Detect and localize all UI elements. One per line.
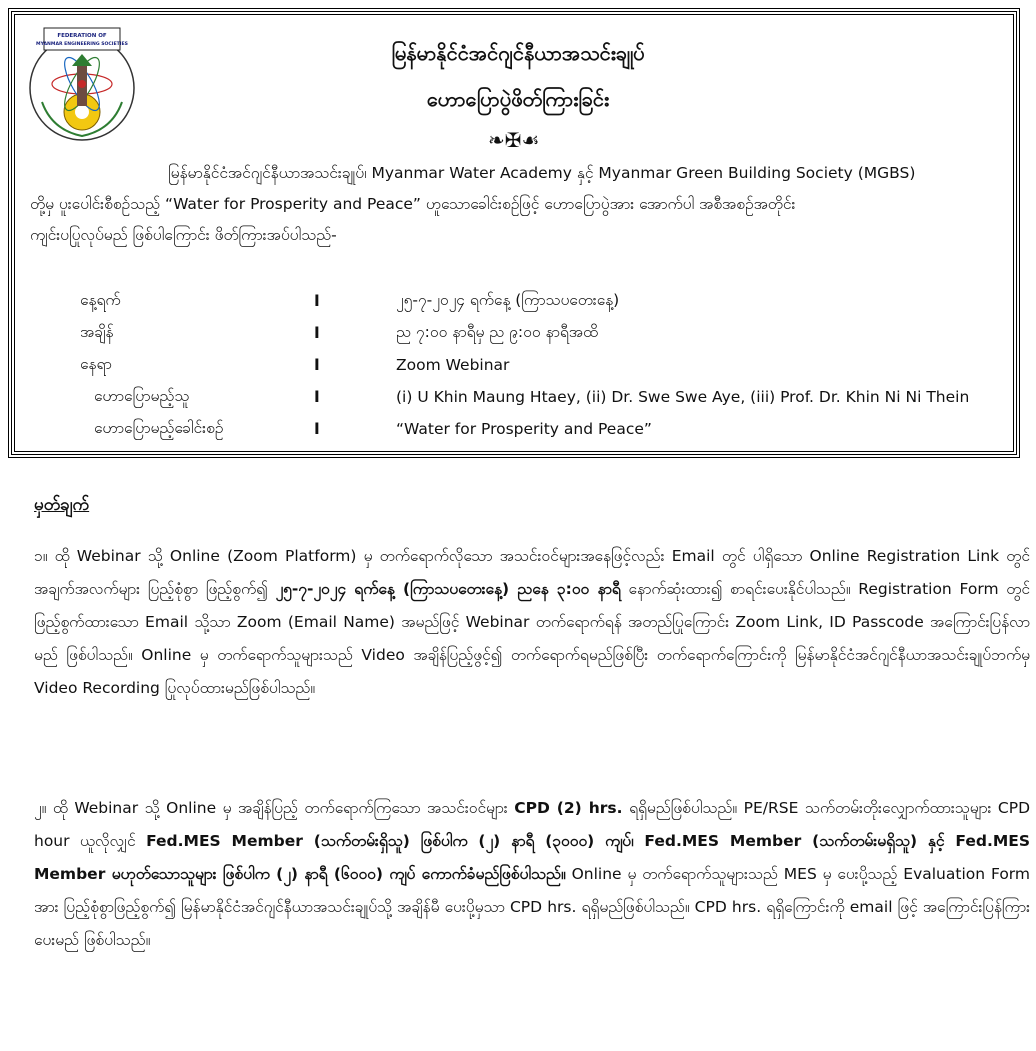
detail-row-speakers (80, 381, 969, 413)
colon-icon: ⵏ (314, 324, 320, 342)
note-2-fees: Fed.MES Member (သက်တမ်းရှိသူ) ဖြစ်ပါက (၂) နာရီ (၃၀၀၀) ကျပ်၊ Fed.MES Member (သက်တမ်းမရှိသူ) နှင့် Fed.MES Member မဟုတ်သောသူများ ဖြစ်ပါက (၂) နာရီ (၆၀၀၀) ကျပ် ကောက်ခံမည်ဖြစ်ပါသည်။ (34, 832, 1031, 883)
intro-line-2: တို့မှ ပူးပေါင်းစီစဉ်သည့် “Water for Prosperity and Peace” ဟူသောခေါင်းစဉ်ဖြင့် ဟောပြောပွဲအား အောက်ပါ အစီအစဉ်အတိုင်း (30, 195, 796, 213)
detail-label: နေရာ (80, 354, 112, 373)
detail-row-topic (80, 413, 969, 445)
ornament-icon: ❧✠☙ (488, 128, 540, 152)
page-subtitle: ဟောပြောပွဲဖိတ်ကြားခြင်း (426, 87, 610, 111)
page-title: မြန်မာနိုင်ငံအင်ဂျင်နီယာအသင်းချုပ် (391, 41, 645, 65)
logo-text-line1: FEDERATION OF (57, 33, 107, 39)
note-1-text-a: ၁။ ထို Webinar သို့ Online (Zoom Platform) မှ တက်ရောက်လိုသော အသင်းဝင်များအနေဖြင့်လည်း Email တွင် ပါရှိသော Online Registration Link တွင် အချက်အလက်များ ပြည့်စုံစွာ ဖြည့်စွက်၍ (34, 547, 1030, 598)
intro-line-3: ကျင်းပပြုလုပ်မည် ဖြစ်ပါကြောင်း ဖိတ်ကြားအပ်ပါသည်- (30, 226, 337, 244)
note-2-cpd-hours: CPD (2) hrs. (514, 799, 623, 817)
detail-value: Zoom Webinar (396, 356, 510, 374)
note-2-text-c: ရရှိမည်ဖြစ်ပါသည်။ PE/RSE သက်တမ်းတိုးလျှောက်ထားသူများ CPD hour ယူလိုလျှင် (34, 799, 1031, 850)
note-1 (34, 540, 1030, 705)
detail-label: ဟောပြောမည့်ခေါင်းစဉ် (94, 418, 224, 437)
notes-title: မှတ်ချက် (34, 495, 90, 515)
note-1-text-c: နောက်ဆုံးထား၍ စာရင်းပေးနိုင်ပါသည်။ Registration Form တွင် ဖြည့်စွက်ထားသော Email သို့သာ Zoom (Email Name) အမည်ဖြင့် Webinar တက်ရောက်ရန် အတည်ပြုကြောင်း Zoom Link, ID Passcode အကြောင်းပြန်လာမည် ဖြစ်ပါသည်။ Online မှ တက်ရောက်သူများသည် Video အချိန်ပြည့်ဖွင့်၍ တက်ရောက်ရမည်ဖြစ်ပြီး တက်ရောက်ကြောင်းကို မြန်မာနိုင်ငံအင်ဂျင်နီယာအသင်းချုပ်ဘက်မှ Video Recording ပြုလုပ်ထားမည်ဖြစ်ပါသည်။ (34, 580, 1030, 697)
detail-row-date (80, 285, 969, 317)
detail-value: ည ၇:၀၀ နာရီမှ ည ၉:၀၀ နာရီအထိ (396, 322, 599, 341)
detail-label: အချိန် (80, 322, 114, 341)
logo-text-line2: MYANMAR ENGINEERING SOCIETIES (36, 42, 128, 47)
detail-value: “Water for Prosperity and Peace” (396, 420, 652, 438)
event-details-table (80, 285, 969, 445)
detail-value: ၂၅-၇-၂၀၂၄ ရက်နေ့ (ကြာသပတေးနေ့) (396, 290, 620, 309)
detail-row-time (80, 317, 969, 349)
detail-value: (i) U Khin Maung Htaey, (ii) Dr. Swe Swe Aye, (iii) Prof. Dr. Khin Ni Ni Thein (396, 388, 970, 406)
intro-line-1: မြန်မာနိုင်ငံအင်ဂျင်နီယာအသင်းချုပ်၊ Myanmar Water Academy နှင့် Myanmar Green Building Society (MGBS) (168, 164, 916, 182)
colon-icon: ⵏ (314, 388, 320, 406)
detail-row-venue (80, 349, 969, 381)
note-2-text-a: ၂။ ထို Webinar သို့ Online မှ အချိန်ပြည့် တက်ရောက်ကြသော အသင်းဝင်များ (34, 799, 515, 817)
colon-icon: ⵏ (314, 356, 320, 374)
note-2-text-e: Online မှ တက်ရောက်သူများသည် MES မှ ပေးပို့သည့် Evaluation Form အား ပြည့်စုံစွာဖြည့်စွက်၍ မြန်မာနိုင်ငံအင်ဂျင်နီယာအသင်းချုပ်သို့ အချိန်မီ ပေးပို့မှသာ CPD hrs. ရရှိမည်ဖြစ်ပါသည်။ CPD hrs. ရရှိကြောင်းကို email ဖြင့် အကြောင်းပြန်ကြားပေးမည် ဖြစ်ပါသည်။ (34, 865, 1030, 949)
note-2 (34, 792, 1030, 957)
detail-label: နေ့ရက် (80, 290, 121, 309)
colon-icon: ⵏ (314, 292, 320, 310)
colon-icon: ⵏ (314, 420, 320, 438)
note-1-deadline: ၂၅-၇-၂၀၂၄ ရက်နေ့ (ကြာသပတေးနေ့) ညနေ ၃:၀၀ နာရီ (275, 580, 621, 598)
intro-paragraph (30, 158, 1010, 251)
detail-label: ဟောပြောမည့်သူ (94, 386, 190, 405)
